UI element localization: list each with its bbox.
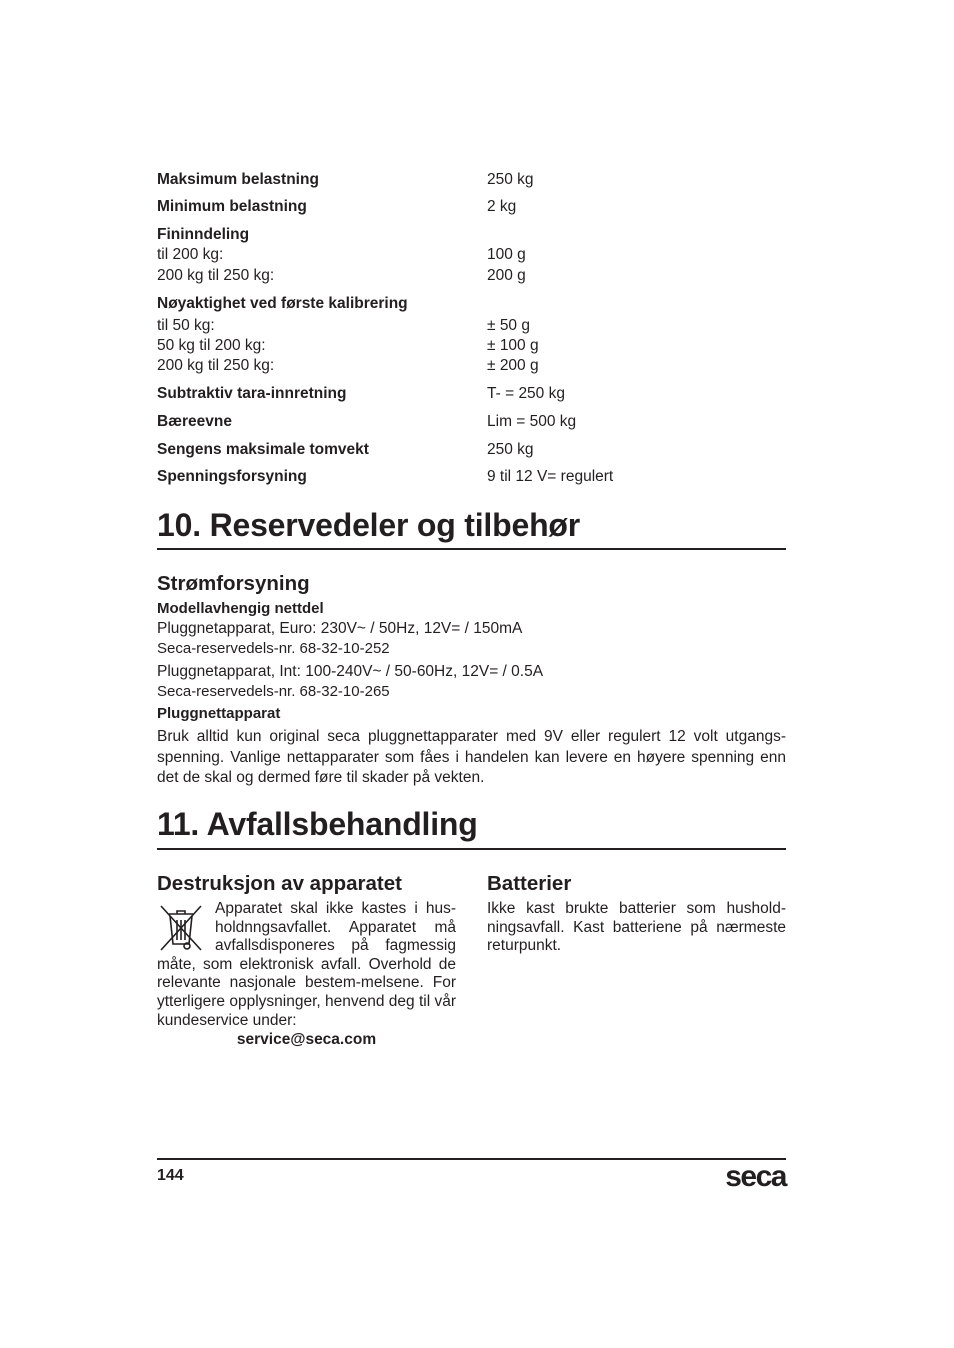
spec-value: T- = 250 kg [487,385,565,402]
manual-page [157,0,786,1348]
part-number-line: Seca-reservedels-nr. 68-32-10-252 [157,640,390,657]
spec-value: ± 200 g [487,357,539,374]
spec-label: Minimum belastning [157,198,307,215]
model-heading: Modellavhengig nettdel [157,600,324,617]
spec-value: 250 kg [487,441,534,458]
spec-label: Nøyaktighet ved første kalibrering [157,295,408,312]
section-divider [157,848,786,850]
adapter-paragraph: Bruk alltid kun original seca pluggnettapparater med 9V eller regulert 12 volt utgangs-spenning. Vanlige nettapparater som fåes i handelen kan levere en høyere spenning enn det de skal og dermed føre til skader på vekten. [157,728,786,786]
page-number: 144 [157,1167,184,1184]
spec-label: Spenningsforsyning [157,468,307,485]
adapter-heading: Pluggnettapparat [157,705,281,722]
spec-value: Lim = 500 kg [487,413,577,430]
spec-sublabel: 50 kg til 200 kg: [157,337,266,354]
adapter-line: Pluggnetapparat, Euro: 230V~ / 50Hz, 12V= / 150mA [157,620,523,637]
disposal-paragraph [157,900,456,1030]
spec-value: ± 100 g [487,337,539,354]
section-divider [157,548,786,550]
spec-value: 100 g [487,246,526,263]
section-title: 11. Avfallsbehandling [157,806,478,842]
batteries-paragraph: Ikke kast brukte batterier som hushold-ningsavfall. Kast batteriene på nærmeste returpunkt. [487,900,786,955]
crossed-out-wheelie-bin-icon [157,902,205,954]
service-email: service@seca.com [236,1031,377,1048]
seca-logo: seca [725,1160,786,1193]
spec-label: Bæreevne [157,413,232,430]
section-title: 10. Reservedeler og tilbehør [157,507,581,543]
spec-value: 2 kg [487,198,517,215]
spec-value: ± 50 g [487,317,530,334]
spec-value: 9 til 12 V= regulert [487,468,614,485]
spec-value: 250 kg [487,171,534,188]
spec-sublabel: til 200 kg: [157,246,224,263]
spec-sublabel: 200 kg til 250 kg: [157,267,275,284]
spec-sublabel: 200 kg til 250 kg: [157,357,275,374]
disposal-text: Apparatet skal ikke kastes i hus-holdnngsavfallet. Apparatet må avfallsdisponeres på fagmessig måte, som elektronisk avfall. Overhold de relevante nasjonale bestem-melsene. For ytterligere opplysninger, henvend deg til vår kundeservice under: [157,900,456,1029]
spec-label: Sengens maksimale tomvekt [157,441,369,458]
adapter-line: Pluggnetapparat, Int: 100-240V~ / 50-60Hz, 12V= / 0.5A [157,663,544,680]
subsection-heading: Strømforsyning [157,572,310,595]
part-number-line: Seca-reservedels-nr. 68-32-10-265 [157,683,390,700]
spec-label: Maksimum belastning [157,171,319,188]
disposal-heading: Destruksjon av apparatet [157,872,402,895]
spec-label: Fininndeling [157,226,250,243]
spec-sublabel: til 50 kg: [157,317,215,334]
footer-divider [157,1158,786,1160]
spec-label: Subtraktiv tara-innretning [157,385,347,402]
spec-value: 200 g [487,267,526,284]
batteries-heading: Batterier [487,872,572,895]
